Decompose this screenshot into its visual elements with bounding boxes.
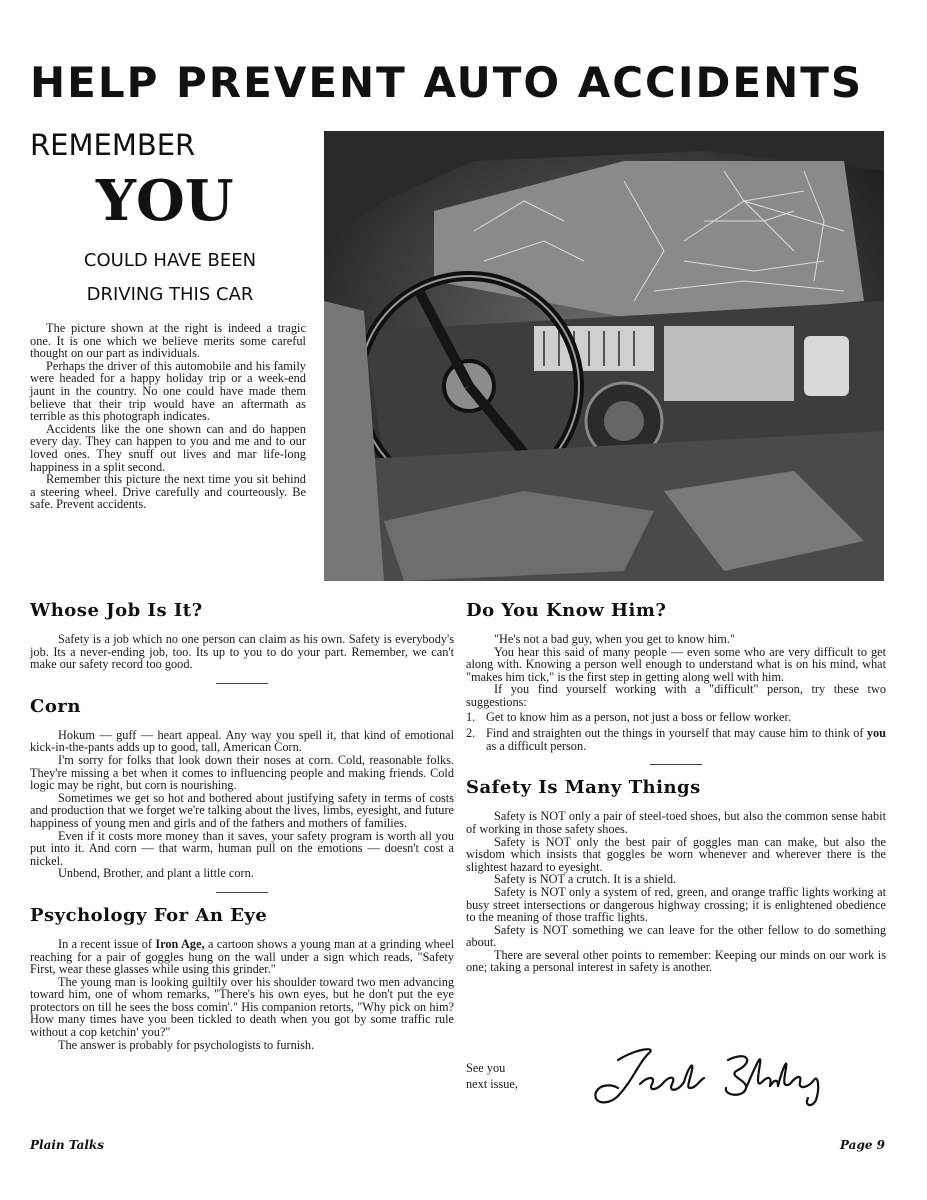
section-body-safety-things bbox=[466, 810, 886, 974]
list-item: 2. Find and straighten out the things in yourself that may cause him to think of you as a difficult person. bbox=[466, 726, 886, 753]
left-column bbox=[30, 600, 454, 1051]
section-body-psychology bbox=[30, 938, 454, 1051]
paragraph: Safety is a job which no one person can claim as his own. Safety is everybody's job. Its a never-ending job, too. Its up to you to do your part. Remember, we can't make our safety record too good. bbox=[30, 632, 454, 672]
paragraph: The answer is probably for psychologists to furnish. bbox=[58, 1037, 315, 1052]
paragraph: If you find yourself working with a "difficult" person, try these two suggestions: bbox=[466, 682, 886, 709]
section-body-whose-job bbox=[30, 633, 454, 671]
banner-line-2: DRIVING THIS CAR bbox=[86, 284, 254, 305]
wrecked-car-photo bbox=[324, 131, 884, 581]
paragraph: There are several other points to remember: Keeping our minds on our work is one; taking a personal interest in safety is another. bbox=[466, 947, 886, 975]
banner-you: YOU bbox=[96, 168, 234, 234]
handwritten-signature bbox=[578, 1040, 858, 1110]
section-body-know-him bbox=[466, 633, 886, 752]
section-title-safety-things: Safety Is Many Things bbox=[466, 777, 701, 799]
section-title-psychology: Psychology For An Eye bbox=[30, 904, 268, 926]
suggestions-list bbox=[466, 711, 886, 753]
list-item: 1. Get to know him as a person, not just a boss or fellow worker. bbox=[466, 709, 791, 724]
paragraph: Safety is NOT something we can leave for the other fellow to do something about. bbox=[466, 922, 886, 950]
paragraph: Unbend, Brother, and plant a little corn. bbox=[58, 866, 254, 881]
intro-paragraph: Remember this picture the next time you sit behind a steering wheel. Drive carefully and courteously. Be safe. Prevent accidents. bbox=[30, 472, 306, 512]
paragraph: The young man is looking guiltily over his shoulder toward two men advancing toward him, one of whom remarks, "There's his own eyes, but he don't put the eye protectors on till he sees the boss comin'." His companion retorts, "Why pick on him? How many times have you been tickled to death when you got by some traffic rule without a cop ketchin' you?" bbox=[30, 974, 454, 1040]
page-headline: HELP PREVENT AUTO ACCIDENTS bbox=[30, 58, 864, 107]
signoff-line-2: next issue, bbox=[466, 1077, 518, 1091]
banner-subtitle bbox=[30, 244, 310, 312]
intro-paragraph: Perhaps the driver of this automobile and his family were headed for a happy holiday trip or a week-end jaunt in the country. No one could have made them believe that their trip would have an aftermath as terrible as this photograph indicates. bbox=[30, 358, 306, 424]
paragraph: Sometimes we get so hot and bothered about justifying safety in terms of costs and production that we forget we're talking about the lives, limbs, eyesight, and future happiness of young men and girls and of the fathers and mothers of families. bbox=[30, 790, 454, 830]
paragraph: Safety is NOT only a system of red, green, and orange traffic lights working at busy street intersections or dangerous highway crossing; it is enlightened obedience to the meaning of those traffic lights. bbox=[466, 884, 886, 925]
section-divider bbox=[216, 683, 268, 684]
signoff bbox=[466, 1060, 566, 1092]
wrecked-car-illustration bbox=[324, 131, 884, 581]
section-body-corn bbox=[30, 729, 454, 880]
paragraph: I'm sorry for folks that look down their noses at corn. Cold, reasonable folks. They're missing a bet when it comes to influencing people and making friends. Cold logic may be right, but corn is nourishing. bbox=[30, 752, 454, 793]
section-title-know-him: Do You Know Him? bbox=[466, 600, 667, 621]
section-divider bbox=[650, 764, 702, 765]
paragraph: "He's not a bad guy, when you get to know him." bbox=[494, 632, 735, 646]
paragraph: You hear this said of many people — even some who are very difficult to get along with. Knowing a person well enough to understand what is on his mind, what "makes him tick," is the first step in getting along well with him. bbox=[466, 644, 886, 684]
paragraph: Safety is NOT only the best pair of goggles man can make, but also the wisdom which insists that goggles be worn whenever and wherever there is the slightest hazard to eyesight. bbox=[466, 834, 886, 874]
signoff-line-1: See you bbox=[466, 1061, 506, 1075]
intro-article bbox=[30, 322, 306, 511]
section-title-corn: Corn bbox=[30, 695, 81, 717]
footer-publication: Plain Talks bbox=[30, 1138, 105, 1152]
paragraph: Even if it costs more money than it saves, your safety program is worth all you put into it. And corn — that warm, human pull on the emotions — doesn't cost a nickel. bbox=[30, 828, 454, 868]
banner-remember: REMEMBER bbox=[30, 128, 196, 162]
right-column bbox=[466, 600, 886, 974]
intro-paragraph: Accidents like the one shown can and do happen every day. They can happen to you and me and to our loved ones. They snuff out lives and mar life-long happiness in a split second. bbox=[30, 421, 306, 474]
paragraph: Safety is NOT only a pair of steel-toed shoes, but also the common sense habit of working in those safety shoes. bbox=[466, 809, 886, 836]
footer-page-number: Page 9 bbox=[839, 1138, 885, 1152]
magazine-name: Iron Age, bbox=[155, 936, 205, 951]
paragraph: Hokum — guff — heart appeal. Any way you spell it, that kind of emotional kick-in-the-pants adds up to good, tall, American Corn. bbox=[30, 727, 454, 755]
paragraph: In a recent issue of Iron Age, a cartoon shows a young man at a grinding wheel reaching for a pair of goggles hung on the wall under a sign which reads, "Safety First, wear these glasses while using this grinder." bbox=[30, 936, 454, 977]
intro-paragraph: The picture shown at the right is indeed a tragic one. It is one which we believe merits some careful thought on our part as individuals. bbox=[30, 321, 306, 361]
paragraph: Safety is NOT a crutch. It is a shield. bbox=[494, 872, 677, 887]
section-divider bbox=[216, 892, 268, 893]
banner-line-1: COULD HAVE BEEN bbox=[83, 250, 257, 271]
section-title-whose-job: Whose Job Is It? bbox=[30, 600, 203, 621]
